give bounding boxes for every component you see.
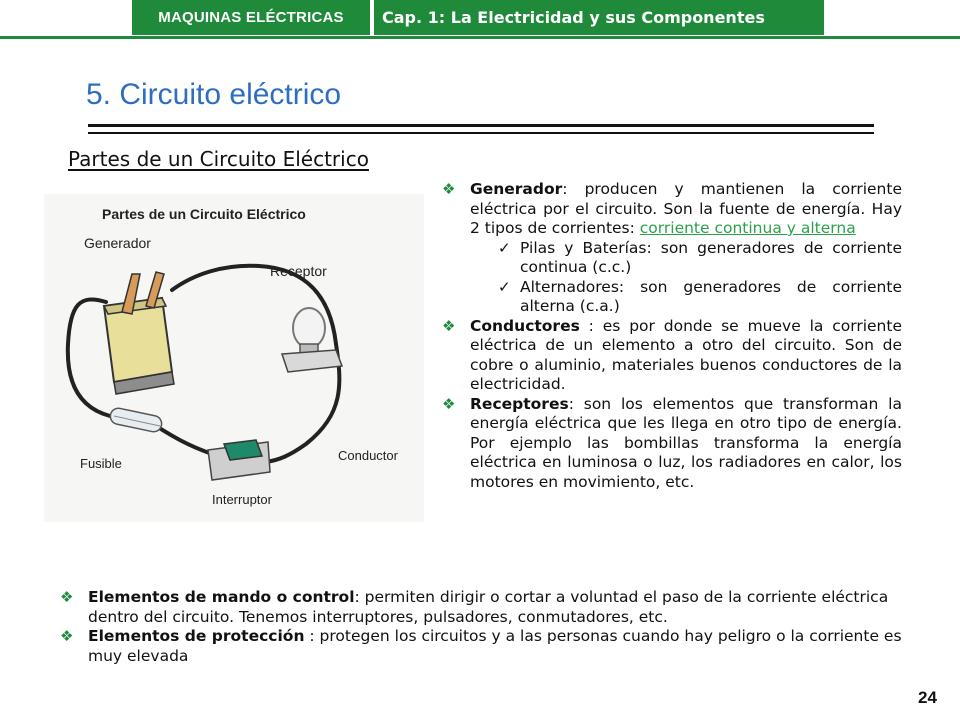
text-alternadores: Alternadores: son generadores de corriente alterna (c.a.) [520,277,902,315]
subitem-pilas [442,239,902,278]
term-conductores: Conductores [470,316,580,335]
label-receptor: Receptor [270,263,327,279]
label-conductor: Conductor [338,448,398,463]
check-icon: ✓ [498,277,511,296]
term-proteccion: Elementos de protección [88,627,305,645]
diamond-bullet-icon: ❖ [442,394,456,413]
slide-title: 5. Circuito eléctrico [86,78,342,111]
parts-list [442,180,902,492]
header-rule [0,36,960,39]
diagram-title: Partes de un Circuito Eléctrico [102,206,306,222]
item-mando [60,588,902,627]
page-number: 24 [918,688,937,707]
item-conductores [442,317,902,395]
title-rule-thin [88,132,874,134]
circuit-illustration [44,194,424,522]
bottom-list [60,588,902,666]
chapter-label: Cap. 1: La Electricidad y sus Componentes [374,0,824,35]
text-conductores: : es por donde se mueve la corriente eléctrica de un elemento a otro del circuito. Son de cobre o aluminio, materiales buenos conductores de la electricidad. [470,316,902,393]
diamond-bullet-icon: ❖ [442,180,456,198]
term-generador: Generador [470,180,563,198]
subitem-alternadores [442,278,902,317]
diamond-bullet-icon: ❖ [442,316,456,335]
section-subtitle: Partes de un Circuito Eléctrico [68,147,369,171]
link-corriente[interactable]: corriente continua y alterna [639,219,856,237]
text-generador: : producen y mantienen la corriente eléctrica por el circuito. Son la fuente de energía. Hay 2 tipos de corrientes: [470,180,902,237]
term-receptores: Receptores [470,394,569,413]
item-proteccion [60,627,902,666]
text-proteccion: : protegen los circuitos y a las personas cuando hay peligro o la corriente es muy elevada [88,627,902,665]
course-label: MAQUINAS ELÉCTRICAS [132,0,370,35]
diamond-bullet-icon: ❖ [60,627,74,645]
text-receptores: : son los elementos que transforman la energía eléctrica que les llega en otro tipo de energía. Por ejemplo las bombillas transforma la energía eléctrica en luminosa o luz, los radiadores en calor, los motores en movimiento, etc. [470,394,902,491]
circuit-diagram [44,194,424,522]
text-mando: : permiten dirigir o cortar a voluntad el paso de la corriente eléctrica dentro del circuito. Tenemos interruptores, pulsadores, conmutadores, etc. [88,588,889,626]
item-receptores [442,395,902,493]
diamond-bullet-icon: ❖ [60,588,74,606]
label-interruptor: Interruptor [212,492,272,507]
text-pilas: Pilas y Baterías: son generadores de corriente continua (c.c.) [520,238,902,276]
term-mando: Elementos de mando o control [88,588,355,606]
item-generador [442,180,902,239]
slide-header [0,0,960,37]
check-icon: ✓ [498,238,511,257]
title-rule-thick [88,124,874,127]
label-generador: Generador [84,235,151,251]
label-fusible: Fusible [80,456,122,471]
